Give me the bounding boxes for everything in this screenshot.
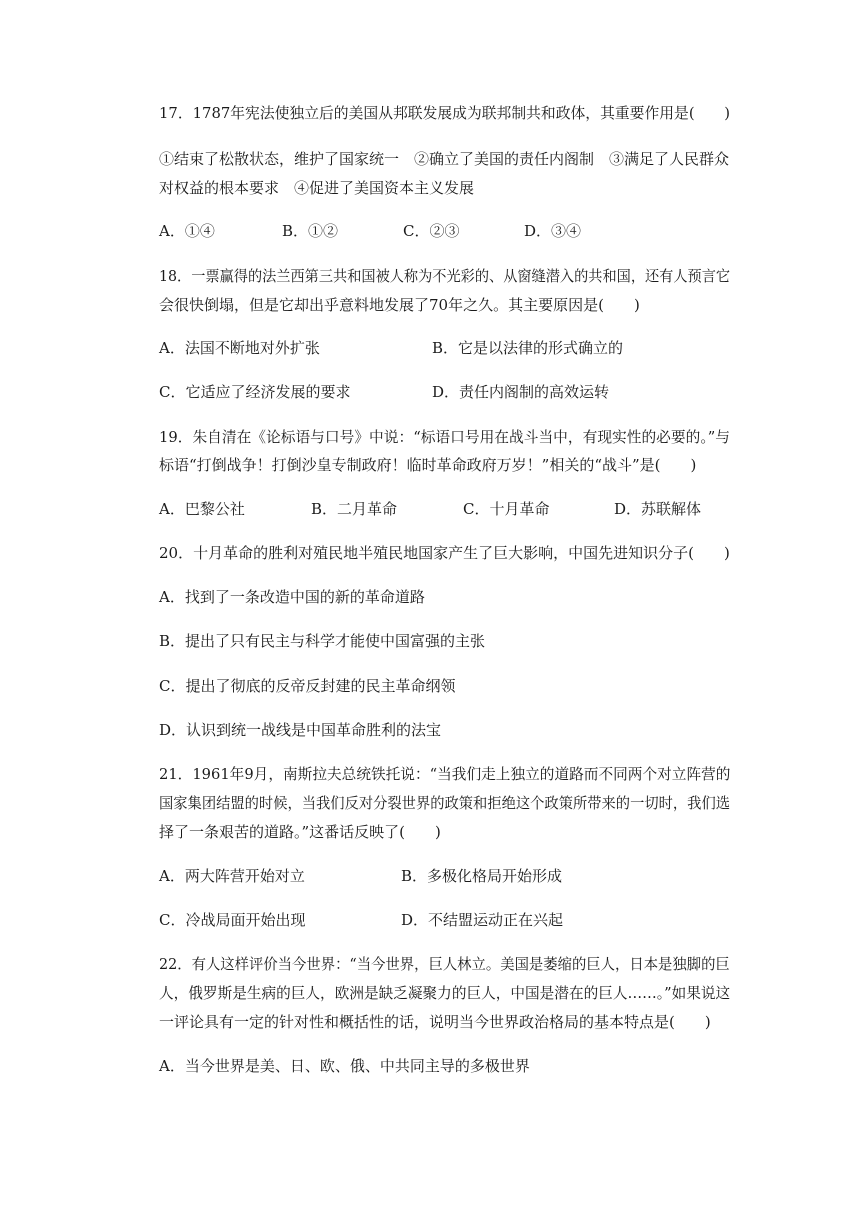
q18-stem-line-2: 会很快倒塌，但是它却出乎意料地发展了70年之久。其主要原因是( ) [159, 296, 640, 314]
q22-stem-line-3: 一评论具有一定的针对性和概括性的话，说明当今世界政治格局的基本特点是( ) [159, 1013, 711, 1031]
q22-option-a: A．当今世界是美、日、欧、俄、中共同主导的多极世界 [159, 1057, 530, 1075]
q22-stem-line-2: 人，俄罗斯是生病的巨人，欧洲是缺乏凝聚力的巨人，中国是潜在的巨人……。”如果说这 [159, 984, 731, 1002]
q19-stem-line-1: 19．朱自清在《论标语与口号》中说：“标语口号用在战斗当中，有现实性的必要的。”与 [159, 428, 730, 446]
q17-option-c: C．②③ [403, 222, 460, 240]
q19-option-d: D．苏联解体 [614, 500, 702, 518]
q20-option-b: B．提出了只有民主与科学才能使中国富强的主张 [159, 632, 486, 650]
q20-option-a: A．找到了一条改造中国的新的革命道路 [159, 588, 425, 606]
q21-stem-line-2: 国家集团结盟的时候，当我们反对分裂世界的政策和拒绝这个政策所带来的一切时，我们选 [159, 794, 731, 812]
q17-option-b: B．①② [282, 222, 339, 240]
q21-option-b: B．多极化格局开始形成 [401, 867, 563, 885]
q21-option-d: D．不结盟运动正在兴起 [401, 911, 564, 929]
q19-option-b: B．二月革命 [311, 500, 398, 518]
q19-stem-line-2: 标语“打倒战争！打倒沙皇专制政府！临时革命政府万岁！”相关的“战斗”是( ) [159, 456, 697, 474]
q19-option-c: C．十月革命 [463, 500, 550, 518]
q22-stem-line-1: 22．有人这样评价当今世界：“当今世界，巨人林立。美国是萎缩的巨人，日本是独脚的巨 [159, 955, 730, 973]
q19-option-a: A．巴黎公社 [159, 500, 245, 518]
q20-stem-line-1: 20．十月革命的胜利对殖民地半殖民地国家产生了巨大影响，中国先进知识分子( ) [159, 544, 730, 562]
q20-option-d: D．认识到统一战线是中国革命胜利的法宝 [159, 721, 442, 739]
q18-option-b: B．它是以法律的形式确立的 [432, 339, 624, 357]
q20-option-c: C．提出了彻底的反帝反封建的民主革命纲领 [159, 677, 456, 695]
q17-option-d: D．③④ [524, 222, 582, 240]
q21-option-a: A．两大阵营开始对立 [159, 867, 305, 885]
q18-stem-line-1: 18．一票赢得的法兰西第三共和国被人称为不光彩的、从窗缝潜入的共和国，还有人预言它 [159, 267, 731, 285]
q18-option-d: D．责任内阁制的高效运转 [432, 383, 610, 401]
q21-stem-line-3: 择了一条艰苦的道路。”这番话反映了( ) [159, 823, 441, 841]
q18-option-c: C．它适应了经济发展的要求 [159, 383, 351, 401]
q18-option-a: A．法国不断地对外扩张 [159, 339, 320, 357]
q17-note-line-2: 对权益的根本要求 ④促进了美国资本主义发展 [159, 179, 475, 197]
q17-note-line-1: ①结束了松散状态，维护了国家统一 ②确立了美国的责任内阁制 ③满足了人民群众 [159, 150, 730, 168]
q21-option-c: C．冷战局面开始出现 [159, 911, 306, 929]
q17-stem-line-1: 17．1787年宪法使独立后的美国从邦联发展成为联邦制共和政体，其重要作用是( ) [159, 104, 730, 122]
q21-stem-line-1: 21．1961年9月，南斯拉夫总统铁托说：“当我们走上独立的道路而不同两个对立阵营的 [159, 765, 731, 783]
q17-option-a: A．①④ [159, 222, 215, 240]
